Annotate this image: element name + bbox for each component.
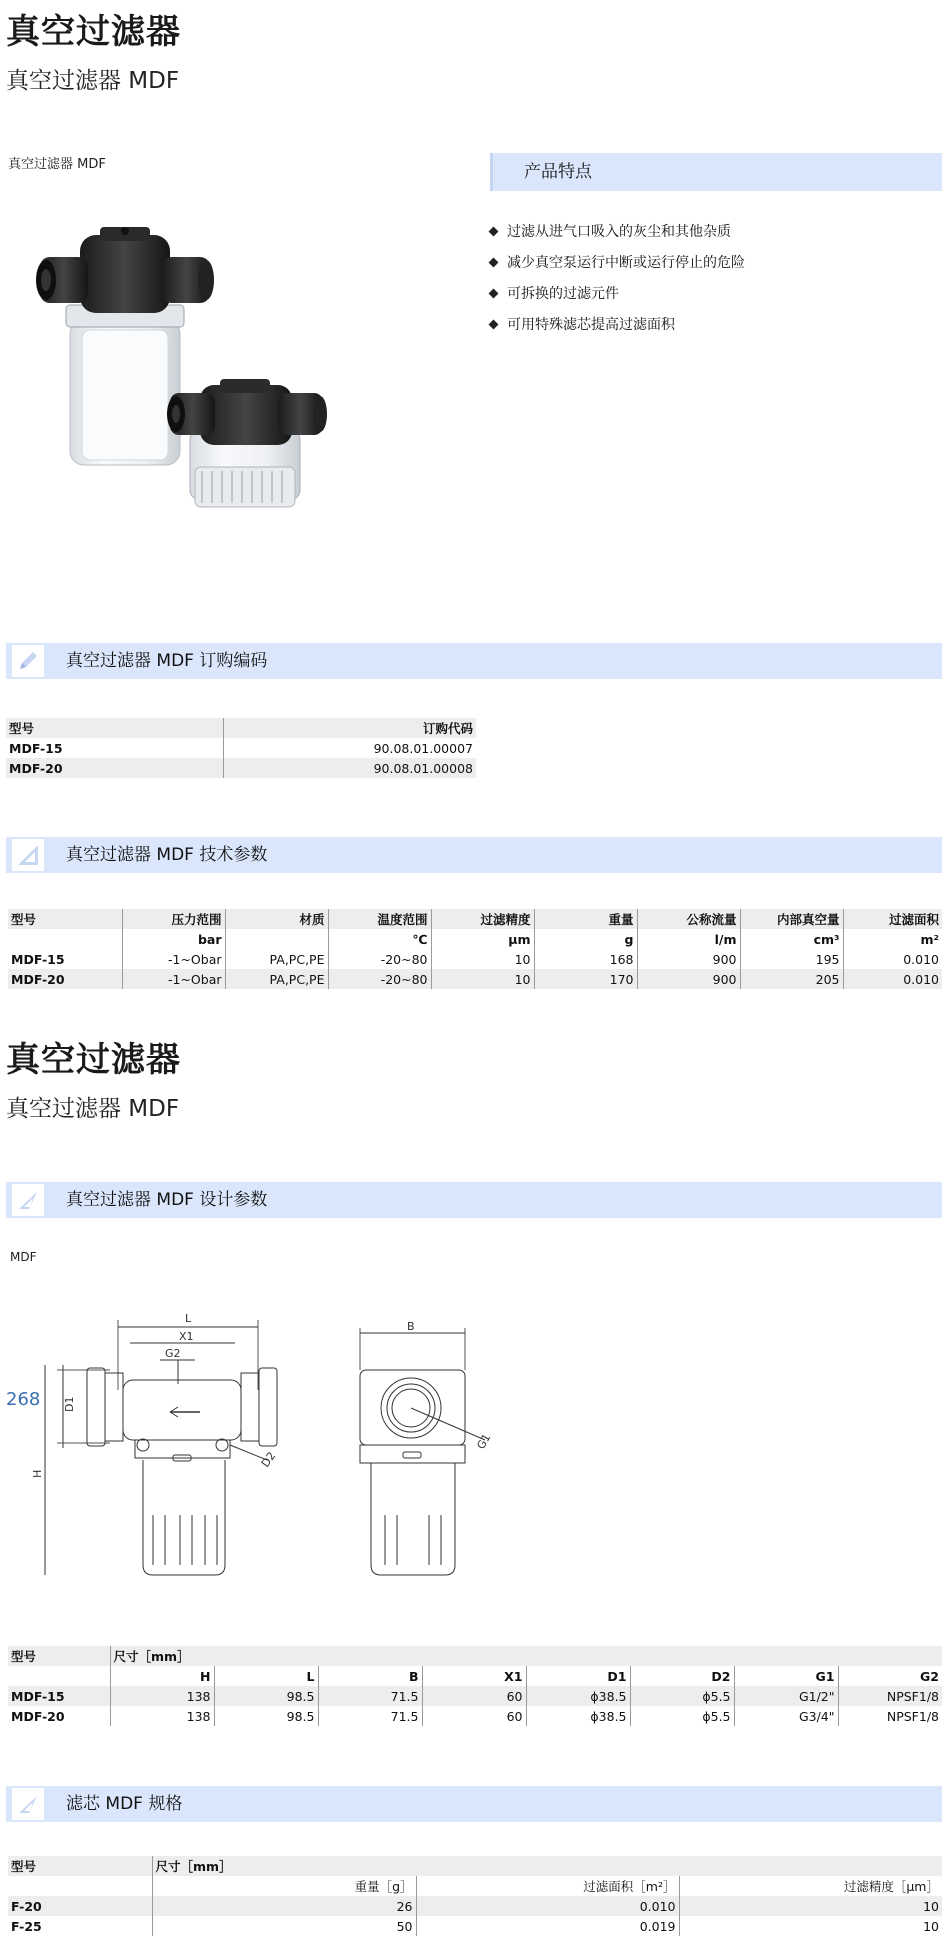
table-cell: H — [110, 1666, 214, 1686]
table-cell: 压力范围 — [122, 909, 225, 929]
image-caption: 真空过滤器 MDF — [8, 157, 106, 172]
page-subtitle-2: 真空过滤器 MDF — [6, 1096, 180, 1122]
table-cell — [8, 1666, 110, 1686]
table-cell: 重量［g］ — [152, 1876, 416, 1896]
table-cell: 50 — [152, 1916, 416, 1936]
tech-title: 真空过滤器 MDF 技术参数 — [66, 845, 268, 865]
page-title-2: 真空过滤器 — [6, 1040, 181, 1080]
product-photo — [30, 205, 390, 545]
page-title: 真空过滤器 — [6, 12, 181, 52]
features-banner — [484, 153, 942, 191]
element-title: 滤芯 MDF 规格 — [66, 1794, 183, 1814]
tech-banner — [6, 837, 942, 873]
table-cell: 型号 — [8, 909, 122, 929]
table-cell: 205 — [740, 969, 843, 989]
table-cell: MDF-15 — [6, 738, 223, 758]
design-title: 真空过滤器 MDF 设计参数 — [66, 1190, 268, 1210]
table-cell: 0.019 — [416, 1916, 679, 1936]
design-label: MDF — [10, 1250, 37, 1264]
feature-text: 过滤从进气口吸入的灰尘和其他杂质 — [507, 224, 731, 240]
dim-label-l: L — [185, 1312, 192, 1325]
table-cell: ϕ5.5 — [630, 1706, 734, 1726]
table-cell: L — [214, 1666, 318, 1686]
table-cell: B — [318, 1666, 422, 1686]
table-cell: 26 — [152, 1896, 416, 1916]
tech-table — [8, 909, 942, 989]
table-header-row — [8, 909, 942, 929]
table-cell: cm³ — [740, 929, 843, 949]
drafting-compass-icon — [10, 1786, 46, 1822]
table-cell: G2 — [920, 1668, 939, 1684]
feature-item — [486, 221, 745, 252]
table-cell: F-20 — [8, 1896, 152, 1916]
table-cell — [8, 929, 122, 949]
table-cell: 138 — [110, 1686, 214, 1706]
table-cell: ϕ38.5 — [526, 1706, 630, 1726]
table-cell: 公称流量 — [637, 909, 740, 929]
table-header-row — [8, 1876, 942, 1896]
order-table — [6, 718, 476, 778]
table-cell: 10 — [431, 949, 534, 969]
table-cell: 0.010 — [903, 951, 939, 967]
table-cell: 71.5 — [318, 1686, 422, 1706]
table-cell: PA,PC,PE — [225, 969, 328, 989]
page-subtitle: 真空过滤器 MDF — [6, 68, 180, 94]
table-cell: 90.08.01.00008 — [223, 758, 476, 778]
design-banner — [6, 1182, 942, 1218]
table-cell: m² — [920, 931, 939, 947]
table-cell: MDF-15 — [8, 1686, 110, 1706]
table-cell: NPSF1/8 — [886, 1708, 939, 1724]
table-cell: 90.08.01.00007 — [373, 740, 473, 756]
table-cell: ℃ — [328, 929, 431, 949]
table-cell: -1~Obar — [122, 969, 225, 989]
table-row — [6, 738, 476, 758]
table-cell: 型号 — [8, 1646, 110, 1666]
table-cell: 过滤精度 — [431, 909, 534, 929]
table-cell: 10 — [431, 969, 534, 989]
table-cell: G1 — [734, 1666, 838, 1686]
table-cell: X1 — [422, 1666, 526, 1686]
dim-label-d1: D1 — [63, 1396, 76, 1412]
feature-item — [486, 314, 745, 345]
ruler-triangle-icon — [10, 837, 46, 873]
table-cell: 168 — [534, 949, 637, 969]
table-cell: 型号 — [6, 718, 223, 738]
table-cell — [8, 1876, 152, 1896]
table-row — [8, 969, 942, 989]
table-cell: 尺寸［mm］ — [110, 1646, 942, 1666]
table-cell: 900 — [637, 969, 740, 989]
feature-text: 减少真空泵运行中断或运行停止的危险 — [507, 255, 745, 271]
order-title: 真空过滤器 MDF 订购编码 — [66, 651, 268, 671]
dim-label-h: H — [31, 1469, 44, 1478]
element-table — [8, 1856, 942, 1936]
table-units-row — [8, 929, 942, 949]
table-cell: PA,PC,PE — [225, 949, 328, 969]
table-cell: ϕ38.5 — [526, 1686, 630, 1706]
table-cell: 10 — [923, 1918, 939, 1934]
table-cell — [225, 929, 328, 949]
table-cell: 温度范围 — [328, 909, 431, 929]
order-banner — [6, 643, 942, 679]
table-cell: 10 — [679, 1896, 942, 1916]
pencil-icon — [10, 643, 46, 679]
table-header-row — [6, 718, 476, 738]
table-cell: MDF-20 — [8, 969, 122, 989]
diamond-bullet-icon — [489, 319, 499, 329]
table-cell: MDF-20 — [6, 758, 223, 778]
table-row — [8, 949, 942, 969]
technical-drawing — [31, 1300, 515, 1590]
table-cell: G3/4" — [734, 1706, 838, 1726]
table-header-row — [8, 1666, 942, 1686]
table-cell: 60 — [422, 1706, 526, 1726]
table-cell: -20~80 — [328, 949, 431, 969]
table-cell: bar — [122, 929, 225, 949]
table-cell: -1~Obar — [122, 949, 225, 969]
diamond-bullet-icon — [489, 288, 499, 298]
table-cell: G1/2" — [734, 1686, 838, 1706]
dim-label-g2: G2 — [165, 1347, 181, 1360]
table-cell: 订购代码 — [223, 718, 476, 738]
dim-label-d2: D2 — [258, 1449, 279, 1470]
feature-text: 可用特殊滤芯提高过滤面积 — [507, 317, 675, 333]
table-row — [8, 1896, 942, 1916]
drafting-compass-icon — [10, 1182, 46, 1218]
features-list — [486, 221, 745, 345]
dim-label-x1: X1 — [179, 1330, 194, 1343]
table-cell: NPSF1/8 — [838, 1686, 942, 1706]
element-banner — [6, 1786, 942, 1822]
table-cell: μm — [431, 929, 534, 949]
table-row — [8, 1686, 942, 1706]
table-cell: 170 — [534, 969, 637, 989]
table-cell: 0.010 — [843, 969, 942, 989]
table-cell: l/m — [637, 929, 740, 949]
table-cell: 900 — [637, 949, 740, 969]
table-cell: 型号 — [8, 1856, 152, 1876]
table-cell: 71.5 — [318, 1706, 422, 1726]
table-cell: D2 — [630, 1666, 734, 1686]
table-row — [8, 1916, 942, 1936]
table-cell: 过滤面积 — [843, 909, 942, 929]
table-cell: 60 — [422, 1686, 526, 1706]
table-cell: 内部真空量 — [740, 909, 843, 929]
dims-table — [8, 1646, 942, 1726]
table-row — [8, 1706, 942, 1726]
table-header-row — [8, 1646, 942, 1666]
feature-item — [486, 252, 745, 283]
diamond-bullet-icon — [489, 257, 499, 267]
features-title: 产品特点 — [524, 162, 592, 182]
table-cell: 重量 — [534, 909, 637, 929]
dim-label-b: B — [407, 1320, 415, 1333]
table-cell: 195 — [740, 949, 843, 969]
table-header-row — [8, 1856, 942, 1876]
table-cell: D1 — [526, 1666, 630, 1686]
feature-text: 可拆换的过滤元件 — [507, 286, 619, 302]
feature-item — [486, 283, 745, 314]
table-cell: 98.5 — [214, 1706, 318, 1726]
table-cell: ϕ5.5 — [630, 1686, 734, 1706]
table-cell: MDF-20 — [8, 1706, 110, 1726]
table-row — [6, 758, 476, 778]
dim-label-g1: G1 — [474, 1431, 494, 1452]
table-cell: 过滤面积［m²］ — [416, 1876, 679, 1896]
table-cell: g — [534, 929, 637, 949]
table-cell: MDF-15 — [8, 949, 122, 969]
table-cell: 过滤精度［μm］ — [843, 1879, 939, 1894]
table-cell: 尺寸［mm］ — [152, 1856, 942, 1876]
diamond-bullet-icon — [489, 226, 499, 236]
table-cell: 138 — [110, 1706, 214, 1726]
side-number: 268 — [6, 1389, 41, 1410]
table-cell: -20~80 — [328, 969, 431, 989]
table-cell: 0.010 — [416, 1896, 679, 1916]
table-cell: 材质 — [225, 909, 328, 929]
table-cell: 98.5 — [214, 1686, 318, 1706]
table-cell: F-25 — [8, 1916, 152, 1936]
